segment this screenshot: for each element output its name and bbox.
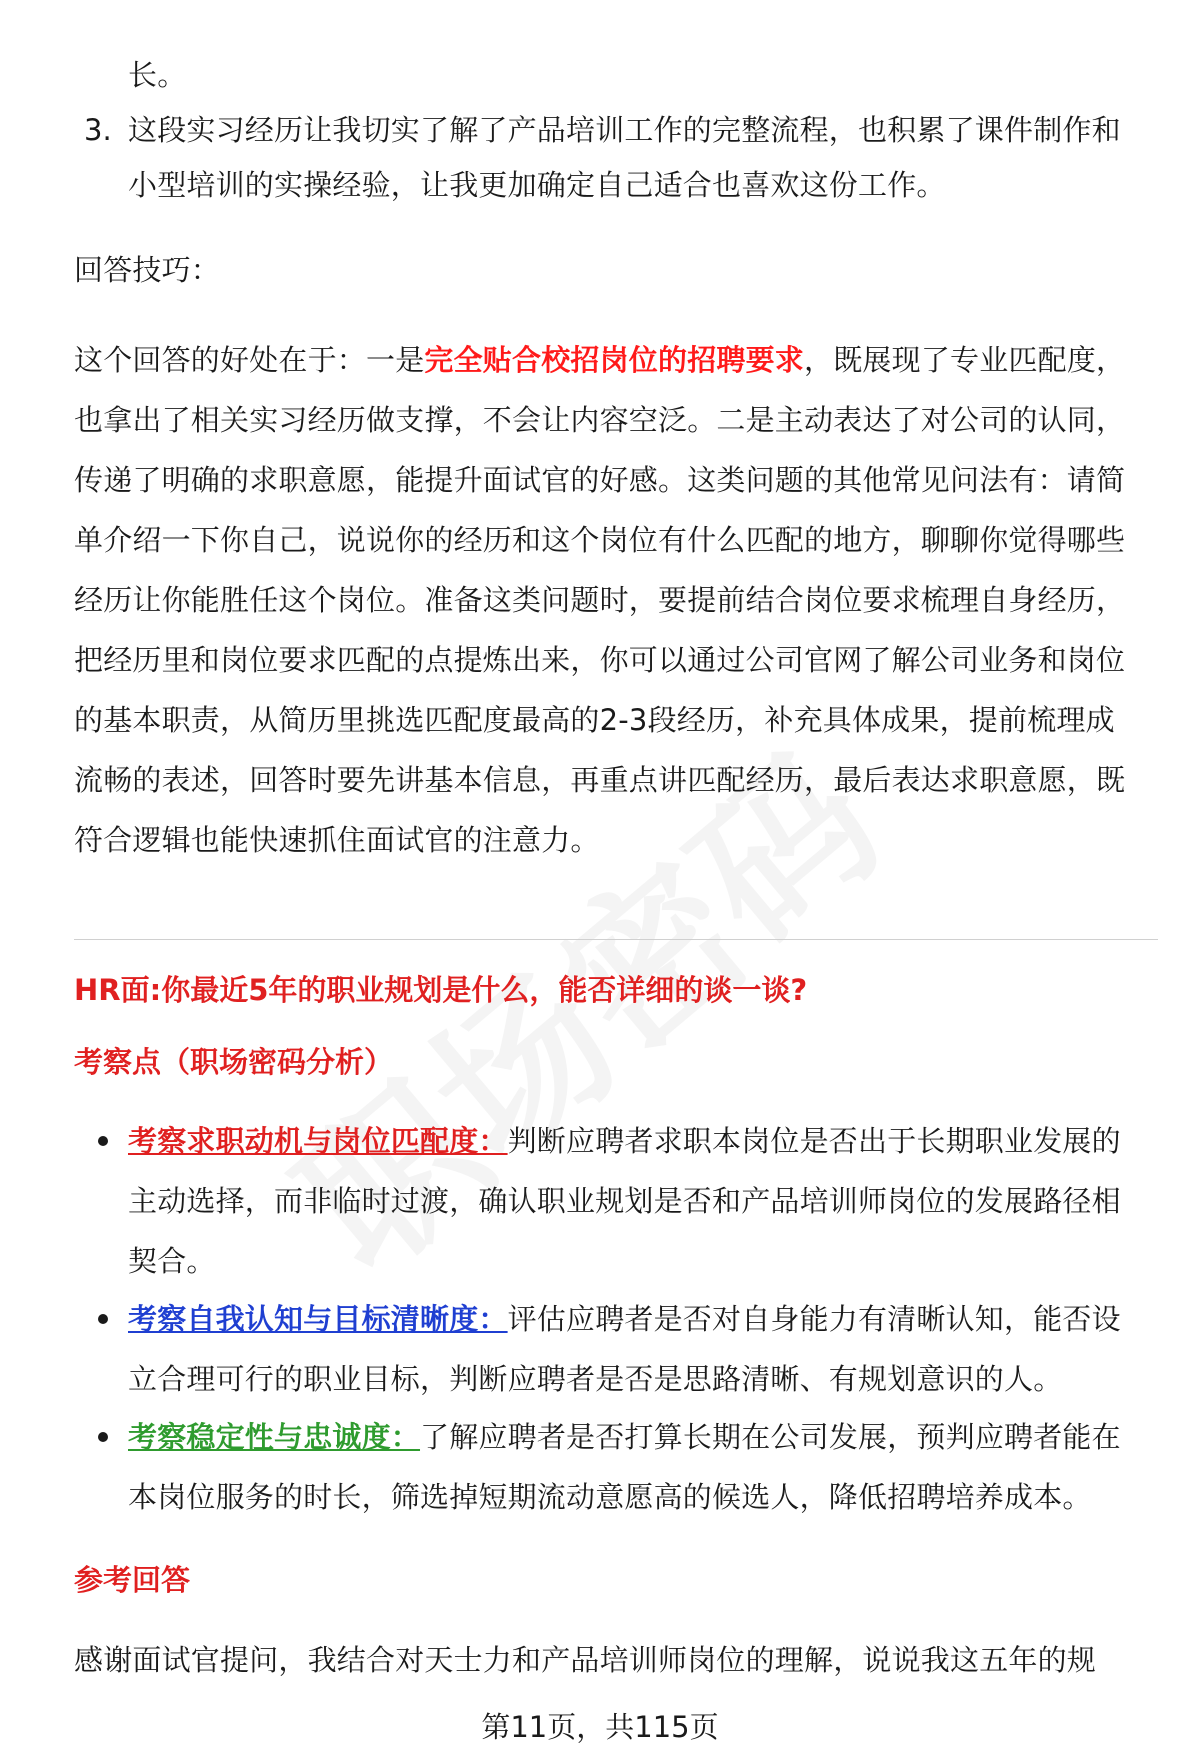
point-line xyxy=(128,1417,1121,1457)
point-line xyxy=(128,1121,1121,1161)
section-divider xyxy=(74,939,1158,940)
tips-paragraph-line: 单介绍一下你自己，说说你的经历和这个岗位有什么匹配的地方，聊聊你觉得哪些 xyxy=(74,523,1126,557)
tips-paragraph-line: 经历让你能胜任这个岗位。准备这类问题时，要提前结合岗位要求梳理自身经历， xyxy=(74,583,1126,617)
highlight-text: 完全贴合校招岗位的招聘要求 xyxy=(424,343,805,377)
list-item-text: 小型培训的实操经验，让我更加确定自己适合也喜欢这份工作。 xyxy=(128,168,946,202)
list-number: 3. xyxy=(84,113,112,147)
answer-label: 参考回答 xyxy=(74,1563,191,1597)
point-label: 考察稳定性与忠诚度： xyxy=(128,1420,421,1454)
tips-paragraph-line xyxy=(74,340,1125,380)
tips-paragraph-line: 符合逻辑也能快速抓住面试官的注意力。 xyxy=(74,823,600,857)
bullet-dot xyxy=(98,1432,108,1442)
point-line xyxy=(128,1299,1121,1339)
point-label: 考察自我认知与目标清晰度： xyxy=(128,1302,508,1336)
point-line: 立合理可行的职业目标，判断应聘者是否是思路清晰、有规划意识的人。 xyxy=(128,1362,1063,1396)
bullet-dot xyxy=(98,1136,108,1146)
point-line: 主动选择，而非临时过渡，确认职业规划是否和产品培训师岗位的发展路径相 xyxy=(128,1184,1121,1218)
tips-text: 这个回答的好处在于：一是 xyxy=(74,343,425,377)
list-item-tail: 长。 xyxy=(128,58,187,92)
point-text: 评估应聘者是否对自身能力有清晰认知，能否设 xyxy=(507,1302,1121,1336)
tips-paragraph-line: 的基本职责，从简历里挑选匹配度最高的2-3段经历，补充具体成果，提前梳理成 xyxy=(74,703,1115,737)
answer-text: 感谢面试官提问，我结合对天士力和产品培训师岗位的理解，说说我这五年的规 xyxy=(74,1643,1097,1677)
question-title: HR面:你最近5年的职业规划是什么，能否详细的谈一谈? xyxy=(74,973,808,1007)
point-line: 契合。 xyxy=(128,1244,216,1278)
list-item-text: 这段实习经历让我切实了解了产品培训工作的完整流程，也积累了课件制作和 xyxy=(128,113,1121,147)
tips-paragraph-line: 把经历里和岗位要求匹配的点提炼出来，你可以通过公司官网了解公司业务和岗位 xyxy=(74,643,1126,677)
tips-paragraph-line: 流畅的表述，回答时要先讲基本信息，再重点讲匹配经历，最后表达求职意愿，既 xyxy=(74,763,1126,797)
point-text: 了解应聘者是否打算长期在公司发展，预判应聘者能在 xyxy=(420,1420,1121,1454)
page-number: 第11页，共115页 xyxy=(481,1710,719,1744)
tips-label: 回答技巧： xyxy=(74,253,221,287)
tips-paragraph-line: 也拿出了相关实习经历做支撑，不会让内容空泛。二是主动表达了对公司的认同， xyxy=(74,403,1126,437)
point-label: 考察求职动机与岗位匹配度： xyxy=(128,1124,508,1158)
section-label: 考察点（职场密码分析） xyxy=(74,1045,394,1079)
tips-paragraph-line: 传递了明确的求职意愿，能提升面试官的好感。这类问题的其他常见问法有：请简 xyxy=(74,463,1126,497)
bullet-dot xyxy=(98,1314,108,1324)
point-line: 本岗位服务的时长，筛选掉短期流动意愿高的候选人，降低招聘培养成本。 xyxy=(128,1480,1092,1514)
tips-text: ，既展现了专业匹配度， xyxy=(804,343,1126,377)
point-text: 判断应聘者求职本岗位是否出于长期职业发展的 xyxy=(507,1124,1121,1158)
